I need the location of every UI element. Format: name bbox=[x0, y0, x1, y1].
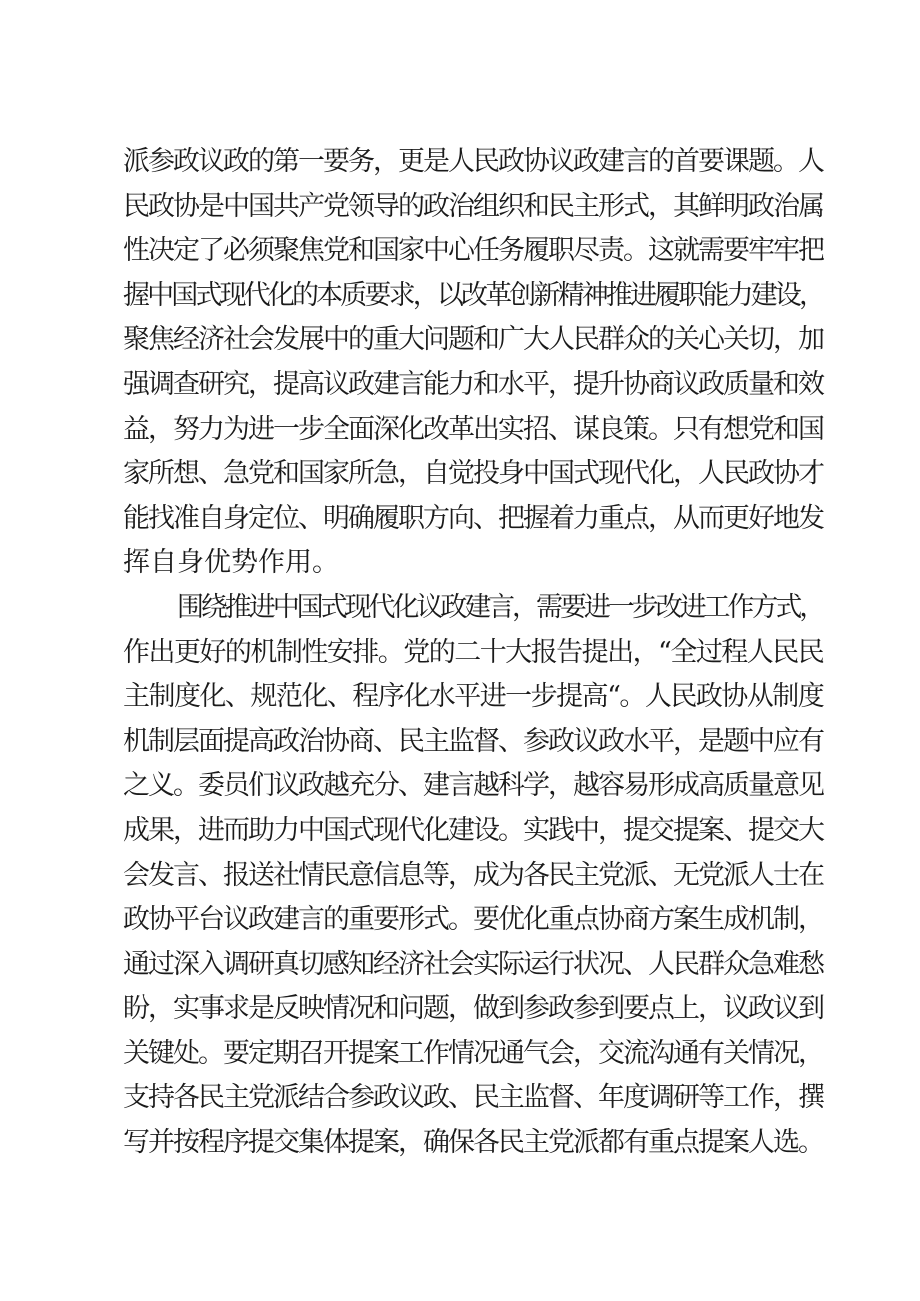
paragraph-1-line: 民政协是中国共产党领导的政治组织和民主形式，其鲜明政治属 bbox=[123, 190, 823, 222]
paragraph-1-line: 聚焦经济社会发展中的重大问题和广大人民群众的关心关切，加 bbox=[123, 324, 823, 356]
paragraph-1-line: 能找准自身定位、明确履职方向、把握着力重点，从而更好地发 bbox=[123, 502, 823, 534]
paragraph-1-line: 挥自身优势作用。 bbox=[123, 547, 339, 579]
paragraph-2-line: 作出更好的机制性安排。党的二十大报告提出，“全过程人民民 bbox=[123, 636, 823, 668]
paragraph-1-line: 性决定了必须聚焦党和国家中心任务履职尽责。这就需要牢牢把 bbox=[123, 235, 823, 267]
paragraph-1-line: 家所想、急党和国家所急，自觉投身中国式现代化，人民政协才 bbox=[123, 458, 823, 490]
paragraph-2-line: 关键处。要定期召开提案工作情况通气会，交流沟通有关情况， bbox=[123, 1037, 823, 1069]
paragraph-2-line: 主制度化、规范化、程序化水平进一步提高“。人民政协从制度 bbox=[123, 681, 823, 713]
paragraph-2-line: 机制层面提高政治协商、民主监督、参政议政水平，是题中应有 bbox=[123, 725, 823, 757]
paragraph-2-line: 支持各民主党派结合参政议政、民主监督、年度调研等工作，撰 bbox=[123, 1082, 823, 1114]
paragraph-2-line: 通过深入调研真切感知经济社会实际运行状况、人民群众急难愁 bbox=[123, 948, 823, 980]
paragraph-1-line: 益，努力为进一步全面深化改革出实招、谋良策。只有想党和国 bbox=[123, 413, 823, 445]
paragraph-2-line: 政协平台议政建言的重要形式。要优化重点协商方案生成机制， bbox=[123, 904, 823, 936]
paragraph-2-line: 成果，进而助力中国式现代化建设。实践中，提交提案、提交大 bbox=[123, 814, 823, 846]
paragraph-2-line: 围绕推进中国式现代化议政建言，需要进一步改进工作方式， bbox=[177, 591, 823, 623]
paragraph-2-line: 写并按程序提交集体提案，确保各民主党派都有重点提案人选。 bbox=[123, 1127, 823, 1159]
paragraph-1-line: 强调查研究，提高议政建言能力和水平，提升协商议政质量和效 bbox=[123, 368, 823, 400]
paragraph-1-line: 派参政议政的第一要务，更是人民政协议政建言的首要课题。人 bbox=[123, 146, 823, 177]
paragraph-2-line: 会发言、报送社情民意信息等，成为各民主党派、无党派人士在 bbox=[123, 859, 823, 891]
body-text bbox=[123, 140, 823, 1166]
paragraph-1-line: 握中国式现代化的本质要求，以改革创新精神推进履职能力建设， bbox=[123, 279, 823, 311]
paragraph-2-line: 盼，实事求是反映情况和问题，做到参政参到要点上，议政议到 bbox=[123, 993, 823, 1025]
paragraph-2-line: 之义。委员们议政越充分、建言越科学，越容易形成高质量意见 bbox=[123, 770, 823, 802]
